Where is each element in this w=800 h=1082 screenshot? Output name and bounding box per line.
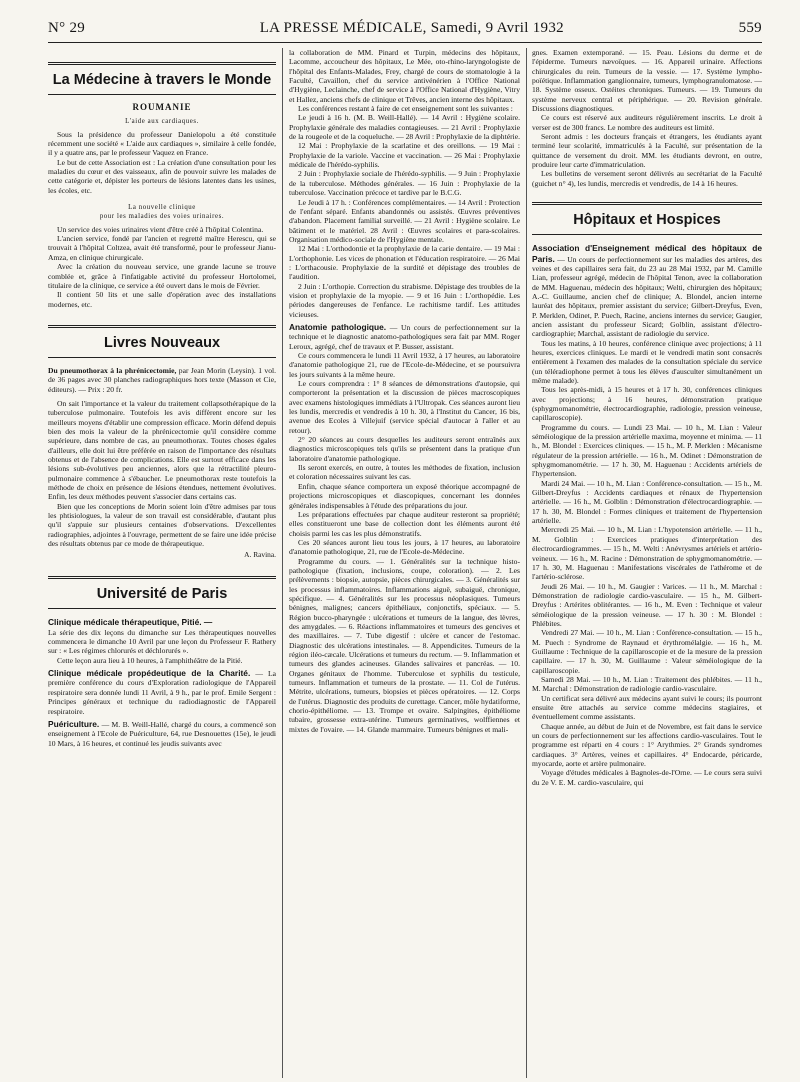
paragraph: Les préparations effectuées par chaque auditeur resteront sa propriété; elles constitueront une base de collection dont les éléments auront été choisis parmi les cas les plus démonstratifs. bbox=[289, 509, 520, 538]
page-header bbox=[48, 20, 762, 43]
paragraph: Les conférences restant à faire de cet enseignement sont les suivantes : bbox=[298, 104, 513, 114]
section-heading-universite: Université de Paris bbox=[48, 576, 276, 609]
review-signature: A. Ravina. bbox=[244, 550, 276, 560]
section-heading-medecine: La Médecine à travers le Monde bbox=[48, 62, 276, 95]
program-paragraph: Vendredi 27 Mai. — 10 h., M. Lian : Conférence-consultation. — 15 h., M. Puech : Syndrome de Raynaud et érythromélalgie. — 16 h., M. Guillaume : Technique de la capillaroscopie et de la mesure de la pression capillaire. — 17 h. 30, M. Guillaume : Valeur séméiologique de la capillaroscopie. bbox=[532, 628, 762, 675]
program-paragraph: Programme du cours. — Lundi 23 Mai. — 10 h., M. Lian : Valeur séméiologique de la pression artérielle maxima, moyenne et minima. — 11 h., M. Blondel : Exercices cliniques. — 15 h., M. P. Merklen : Mécanisme régulateur de la pression artérielle. — 16 h., M. Odinet : Démonstration de sphygmomanométrie. — 17 h. 30, M. Haguenau : Accidents artériels de l'hypertension. bbox=[532, 422, 762, 479]
paragraph: La série des dix leçons du dimanche sur Les thérapeutiques nouvelles commencera le dimanche 10 Avril par une leçon du Professeur F. Rathery sur : « Les régimes chlorurés et déchlorurés ». bbox=[48, 627, 276, 656]
paragraph: Les bulletins de versement seront délivrés au secrétariat de la Faculté (guichet n° 4), les lundis, mercredis et vendredis, de 14 à 16 heures. bbox=[532, 169, 762, 188]
paragraph: Chaque année, au début de Juin et de Novembre, est fait dans le service un cours de perfectionnement sur les affections cardio-vasculaires. Tout le programme est réparti en 4 cours : 1° Arythmies. 2° Grands syndromes cardiaques. 3° Artères, veines et capillaires. 4° Endocarde, péricarde, myocarde, aorte et artère pulmonaire. bbox=[532, 721, 762, 769]
subheading-clinique-2: pour les maladies des voies urinaires. bbox=[99, 213, 225, 221]
paragraph: Ce cours est réservé aux auditeurs régulièrement inscrits. Le droit à verser est de 300 francs. Le nombre des auditeurs est limité. bbox=[532, 113, 762, 132]
subheading-aide: L'aide aux cardiaques. bbox=[125, 118, 199, 126]
book-entry bbox=[48, 366, 276, 394]
paragraph: 12 Mai : Prophylaxie de la scarlatine et des oreillons. — 19 Mai : Prophylaxie de la variole. Vaccine et vaccination. — 26 Mai : Prophylaxie médicale de l'hérédo-syphilis. bbox=[289, 141, 520, 170]
paragraph: Tous les après-midi, à 15 heures et à 17 h. 30, conférences cliniques avec projections; à 16 heures, démonstration pratique (sphygmomanométrie, électrocardiographie, radiologie, pression veineuse, capillaroscopie). bbox=[532, 385, 762, 423]
column-right bbox=[532, 48, 762, 1078]
item-entry bbox=[48, 719, 276, 748]
column-rule bbox=[526, 48, 527, 1078]
section-heading-hopitaux: Hôpitaux et Hospices bbox=[532, 202, 762, 235]
item-entry bbox=[289, 322, 520, 351]
paragraph: Voyage d'études médicales à Bagnoles-de-l'Orne. — Le cours sera suivi du 2e V. E. M. cardio-vasculaire, qui bbox=[532, 768, 762, 787]
review-paragraph: On sait l'importance et la valeur du traitement collapsothérapique de la tuberculose pulmonaire. Toutefois les avis diffèrent encore sur les meilleurs moyens d'établir une compression efficace. Morin défend depuis bien des mois la valeur de la phrénicectomie qu'il considère comme supérieure, dans nombre de cas, au pneumothorax. Toutes choses égales d'ailleurs, elle doit lui être préférée en raison de l'importance des résultats obtenus et de l'absence de complications. Elle est surtout efficace dans les lésions sub-évolutives peu anciennes, alors que la rétractilité pleuro-pulmonaire commence à s'ébaucher. Le pneumothorax reste toutefois la méthode de choix en présence de lésions étendues, nettement évolutives. Enfin, les deux méthodes peuvent s'associer dans certains cas. bbox=[48, 398, 276, 502]
column-left bbox=[48, 48, 276, 1078]
paragraph: Cette leçon aura lieu à 10 heures, à l'amphithéâtre de la Pitié. bbox=[57, 655, 243, 665]
paragraph: Sous la présidence du professeur Danielopolu a été constituée récemment une société « L'aide aux cardiaques », similaire à celle fondée, il y a quatre ans, par le professeur Vaquez en France. bbox=[48, 129, 276, 158]
paragraph: Ils seront exercés, en outre, à toutes les méthodes de fixation, inclusion et coloration nécessaires suivant les cas. bbox=[289, 463, 520, 482]
section-heading-livres: Livres Nouveaux bbox=[48, 325, 276, 358]
paragraph: — M. B. Weill-Hallé, chargé du cours, a commencé son enseignement à l'Ecole de Puériculture, 64, rue Desnouettes (15e), le jeudi 10 Mars, à 16 heures, et continué les jeudis suivants avec bbox=[48, 719, 276, 748]
column-middle bbox=[289, 48, 520, 1078]
item-heading: Clinique médicale propédeutique de la Charité. bbox=[48, 668, 251, 679]
paragraph: Avec la création du nouveau service, une grande lacune se trouve comblée et, grâce à l'infatigable activité du professeur Hortolomei, titulaire de la clinique, ce service a été ouvert dans le mois de Février. bbox=[48, 262, 276, 290]
paragraph: Un service des voies urinaires vient d'être créé à l'hôpital Colentina. bbox=[57, 224, 264, 234]
paragraph: Le but de cette Association est : La création d'une consultation pour les maladies du cœur et des vaisseaux, afin de pouvoir suivre les malades de cette catégorie et, dépister les porteurs de lésions latentes dans les usines, les écoles, etc. bbox=[48, 157, 276, 195]
paragraph: L'ancien service, fondé par l'ancien et regretté maître Herescu, qui se trouvait à l'hôpital Coltzea, avait été transformé, pour le professeur Jianu-Amza, en clinique chirurgicale. bbox=[48, 234, 276, 262]
program-paragraph: Programme du cours. — 1. Généralités sur la technique histo-pathologique (fixation, inclusions, coupe, coloration). — 2. Les prélèvements : biopsie, autopsie, pièces chirurgicales. — 3. Généralités sur les processus inflammatoires. Inflammations aiguë, subaiguë, chronique, spécifique. — 4. Généralités sur les processus néoplasiques. Tumeurs bénignes, malignes; cancers épithéliaux, conjonctifs, spéciaux. — 5. Région bucco-pharyngée : ulcérations et tumeurs de la langue, des lèvres, des amygdales. — 6. Réactions inflammatoires et tumeurs des gencives et des maxillaires. — 7. Tube digestif : ulcère et cancer de l'estomac. Diagnostic des ulcérations intestinales. — 8. Appendicites. Tumeurs de la région iléo-cæcale. Ulcérations et tumeurs du rectum. — 9. Inflammation et tumeurs des glandes acineuses. Glandes salivaires et pancréas. — 10. Organes génitaux de l'homme. Tuberculose et syphilis du testicule, tumeurs. Inflammation et tumeurs de la prostate. — 11. Col de l'utérus. Métrite, ulcérations, tumeurs, biopsies et pièces opératoires. — 12. Corps de l'utérus. Diagnostic des produits de curettage. Cancer, môle hydatiforme, chorio-épithéliome. — 13. Trompe et ovaire. Salpingites, épithéliome tubaire, grossesse extra-utérine. Tumeurs germinatives, wolffiennes et mixtes de l'ovaire. — 14. Glande mammaire. Tumeurs bénignes et mali- bbox=[289, 556, 520, 734]
issue-number: N° 29 bbox=[48, 20, 86, 36]
item-heading: Clinique médicale thérapeutique, Pitié. — bbox=[48, 616, 213, 627]
paragraph: Un certificat sera délivré aux médecins ayant suivi le cours; ils pourront ensuite être attachés au service comme médecins stagiaires, et éventuellement comme assistants. bbox=[532, 693, 762, 722]
item-entry bbox=[532, 243, 762, 338]
paragraph: 2 Juin : Prophylaxie sociale de l'hérédo-syphilis. — 9 Juin : Prophylaxie de la tuberculose. Méthodes générales. — 16 Juin : Prophylaxie de la tuberculose. Vaccination précoce et tardive par le B.C.G. bbox=[289, 169, 520, 198]
paragraph: Seront admis : les docteurs français et étrangers, les étudiants ayant terminé leur scolarité, immatriculés à la Faculté, sur présentation de la quittance de versement du droit. MM. les étudiants devront, en outre, produire leur carte d'immatriculation. bbox=[532, 132, 762, 170]
paragraph: Enfin, chaque séance comportera un exposé théorique accompagné de projections microscopiques et diascopiques, concernant les données générales indispensables à l'étude des préparations du jour. bbox=[289, 481, 520, 510]
paragraph: Ces 20 séances auront lieu tous les jours, à 17 heures, au laboratoire d'anatomie pathologique, 21, rue de l'Ecole-de-Médecine. bbox=[289, 537, 520, 557]
subheading-clinique: La nouvelle clinique bbox=[128, 204, 196, 212]
paragraph: gnes. Examen extemporané. — 15. Peau. Lésions du derme et de l'épiderme. Tumeurs nævoïques. — 16. Appareil urinaire. Affections chirurgicales du rein. Tumeurs de la vessie. — 17. Système lympho-poïétique. Inflammation ganglionnaire, tumeurs, lymphogranulomatose. — 18. Système osseux. Ostéites chroniques. Tumeurs. — 19. Tumeurs du système nerveux central et périphérique. — 20. Revision générale. Discussions diagnostiques. bbox=[532, 48, 762, 114]
paragraph: la collaboration de MM. Pinard et Turpin, médecins des hôpitaux, Lacomme, accoucheur des hôpitaux, Le Mée, oto-rhino-laryngologiste de l'hôpital des Enfants-Malades, Frey, chargé de cours de stomatologie à la Faculté, Cavaillon, chef du service antivénérien à l'Office National d'Hygiène, Leclainche, chef de service à l'Office National d'Hygiène, Vitry et Hallez, anciens chefs de clinique et Trêves, ancien interne des hôpitaux. bbox=[289, 48, 520, 104]
item-heading: Association d'Enseignement médical des hôpitaux de Paris. bbox=[532, 243, 762, 264]
paragraph: — Un cours de perfectionnement sur la technique et le diagnostic anatomo-pathologiques sera fait par MM. Roger Leroux, agrégé, chef de travaux et P. Busser, assistant. bbox=[289, 322, 520, 351]
program-paragraph: Jeudi 26 Mai. — 10 h., M. Gaugier : Varices. — 11 h., M. Marchal : Démonstration de radiologie cardio-vasculaire. — 15 h., M. Gilbert-Dreyfus : Artérites oblitérantes. — 16 h., M. Even : Technique et valeur séméiologique de la pression veineuse. — 17 h. 30 : M. Blondel : Phlébites. bbox=[532, 581, 762, 628]
column-rule bbox=[282, 48, 283, 1078]
paragraph: 12 Mai : L'orthodontie et la prophylaxie de la carie dentaire. — 19 Mai : L'orthophonie. Les vices de phonation et l'éducation respiratoire. — 26 Mai : L'orthacousie. Prophylaxie de la surdité et dépistage des troubles de l'audition. bbox=[289, 244, 520, 282]
paragraph: Le Jeudi à 17 h. : Conférences complémentaires. — 14 Avril : Protection de l'enfant séparé. Enfants abandonnés ou assistés. Œuvres préventives d'abandon. Placement familial surveillé. — 21 Avril : Hygiène scolaire. Le bâtiment et le matériel. 28 Avril : Œuvres scolaires et para-scolaires. Organisation médico-sociale de l'Hygiène mentale. bbox=[289, 197, 520, 244]
review-paragraph: Bien que les conceptions de Morin soient loin d'être admises par tous les phtisiologues, la valeur de son travail est considérable, d'autant plus qu'il s'appuie sur plusieurs centaines d'observations. D'excellentes radiographies, adjointes à l'ouvrage, permettent de se faire une idée précise des résultats obtenus par ce mode de thérapeutique. bbox=[48, 501, 276, 549]
program-paragraph: Mercredi 25 Mai. — 10 h., M. Lian : L'hypotension artérielle. — 11 h., M. Golblin : Exercices pratiques d'interprétation des électrocardiogrammes. — 15 h., M. Welti : Anévrysmes artériels et artério-veineux. — 16 h., M. Racine : Démonstration de sphygmomanométrie. — 17 h. 30, M. Haguenau : Manifestations viscérales de l'athérome et de l'artério-sclérose. bbox=[532, 525, 762, 582]
program-paragraph: Samedi 28 Mai. — 10 h., M. Lian : Traitement des phlébites. — 11 h., M. Marchal : Démonstration de radiologie cardio-vasculaire. bbox=[532, 674, 762, 694]
paragraph: — Un cours de perfectionnement sur les maladies des artères, des veines et des capillaires sera fait, du 23 au 28 Mai 1932, par M. Camille Lian, professeur agrégé, médecin de l'hôpital Tenon, avec la collaboration de MM. Haguenau, médecin des hôpitaux; Welti, chirurgien des hôpitaux; A.-C. Guillaume, ancien chef de clinique; A. Blondel, ancien interne lauréat des hôpitaux, premier assistant du service; Gilbert-Dreyfus, Even, P. Merklen, Odinet, P. Puech, Racine, anciens internes du service; Gaugier, ancien assistant du professeur Sicard; Golblin, assistant d'électro-cardiographie; Marchal, assistant de radiologie du service. bbox=[532, 254, 762, 339]
book-title: Du pneumothorax à la phrénicectomie, bbox=[48, 365, 177, 375]
paragraph: 2° 20 séances au cours desquelles les auditeurs seront entraînés aux diagnostics microscopiques tels qu'ils se présentent dans la pratique d'un laboratoire d'anatomie pathologique. bbox=[289, 435, 520, 463]
program-paragraph: Mardi 24 Mai. — 10 h., M. Lian : Conférence-consultation. — 15 h., M. Gilbert-Dreyfus : Accidents cardiaques et rénaux de l'hypertension artérielle. — 16 h., M. Golblin : Démonstration d'électrocardiographie. — 17 h. 30, M. Blondel : Formes cliniques et traitement de l'hypertension artérielle. bbox=[532, 478, 762, 526]
paragraph: 2 Juin : L'orthopie. Correction du strabisme. Dépistage des troubles de la vision et prophylaxie de la myopie. — 9 et 16 Juin : L'orthopédie. Les périodes dangereuses de l'enfance. Le rachitisme tardif. Les attitudes vicieuses. bbox=[289, 281, 520, 319]
book-reference: par Jean Morin (Leysin). 1 vol. de 36 pages avec 30 planches radiographiques hors texte (Masson et Cie, éditeurs). — Prix : 20 fr. bbox=[48, 365, 276, 394]
country-heading: ROUMANIE bbox=[132, 102, 192, 112]
paragraph: — La première conférence du cours d'Exploration radiologique de l'Appareil respiratoire sera donnée lundi 11 Avril, à 9 h., par le prof. Emile Sergent : Principes généraux et technique du radiodiagnostic de l'Appareil respiratoire. bbox=[48, 669, 276, 716]
paragraph: Tous les matins, à 10 heures, conférence clinique avec projections; à 11 heures, exercices cliniques. Le mardi et le vendredi matin sont consacrés entièrement à l'examen des malades de la consultation spéciale du service (un téléradiophone permet à tous les élèves d'ausculter simultanément un même malade). bbox=[532, 338, 762, 385]
page-number: 559 bbox=[738, 20, 762, 36]
journal-title: LA PRESSE MÉDICALE, Samedi, 9 Avril 1932 bbox=[259, 20, 564, 36]
paragraph: Il contient 50 lits et une salle d'opération avec des installations modernes, etc. bbox=[48, 290, 276, 309]
item-heading: Puériculture. bbox=[48, 718, 100, 729]
item-heading: Anatomie pathologique. bbox=[289, 321, 387, 332]
paragraph: Le jeudi à 16 h. (M. B. Weill-Hallé). — 14 Avril : Hygiène scolaire. Prophylaxie générale des maladies contagieuses. — 21 Avril : Prophylaxie de la rougeole et de la coqueluche. — 28 Avril : Prophylaxie de la diphtérie. bbox=[289, 113, 520, 142]
item-entry bbox=[48, 668, 276, 716]
paragraph: Le cours comprendra : 1° 8 séances de démonstrations d'autopsie, qui comporteront la présentation et la discussion de pièces macroscopiques avec examens histologiques immédiats à l'Ultropak. Ces séances auront lieu les lundis, mercredis et vendredis à 10 h. 30, à l'Institut du Cancer, 16 bis, avenue des Ecoles à Villejuif (service spécial d'autocar à l'aller et au retour). bbox=[289, 379, 520, 435]
paragraph: Ce cours commencera le lundi 11 Avril 1932, à 17 heures, au laboratoire d'anatomie pathologique 21, rue de l'Ecole-de-Médecine, et se poursuivra les jours suivants à la même heure. bbox=[289, 351, 520, 379]
